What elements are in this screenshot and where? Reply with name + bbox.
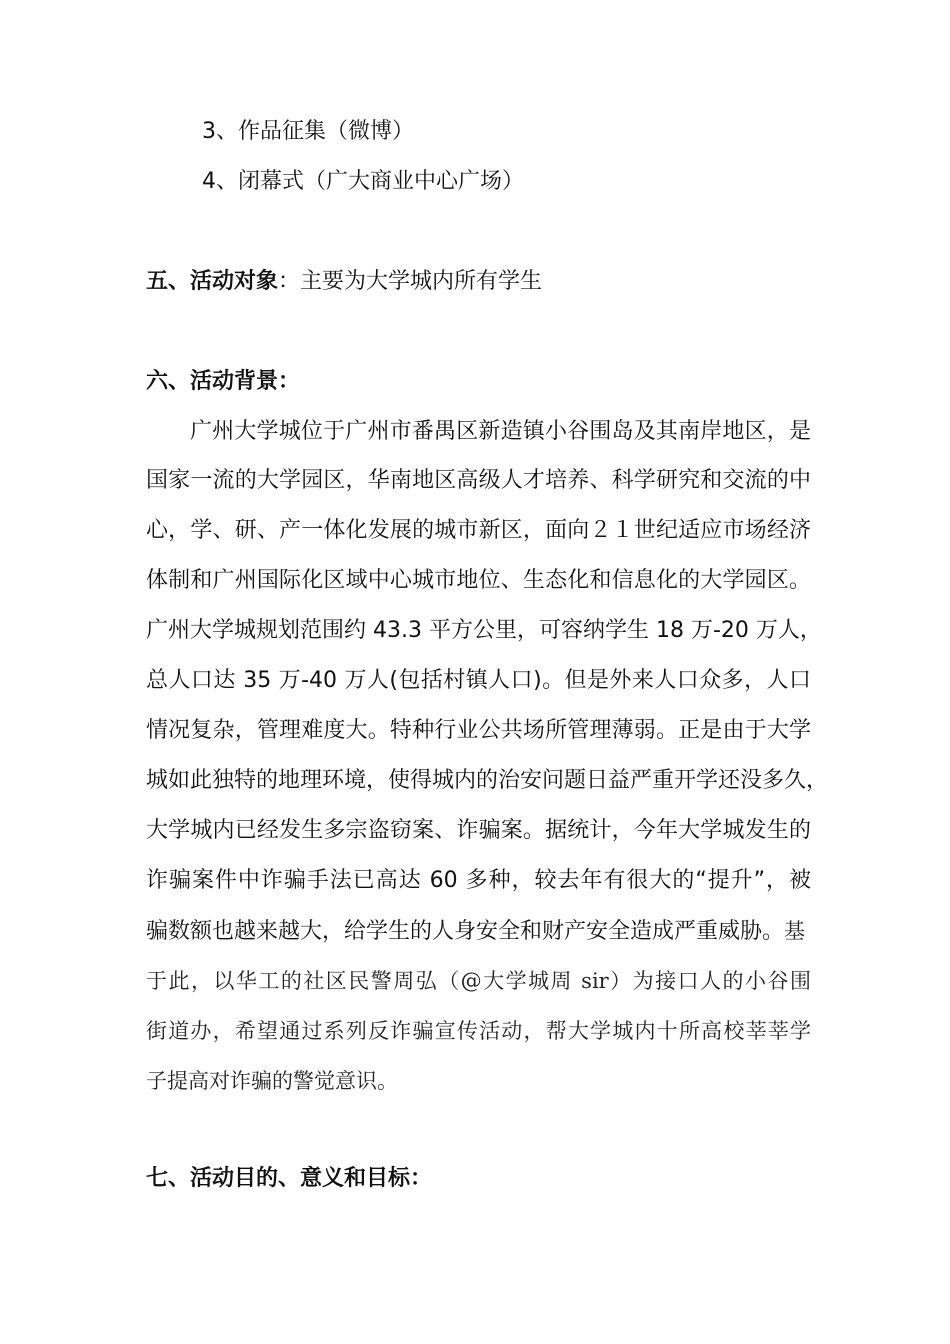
paragraph-line: 子提高对诈骗的警觉意识。 xyxy=(146,1069,398,1093)
section-6-heading: 六、活动背景： xyxy=(146,369,301,394)
list-item-closing-ceremony: 4、闭幕式（广大商业中心广场） xyxy=(202,169,524,194)
paragraph-line-sans-part: 骗数额也越来越大，给学生的人身安全和财产安全造成严重威胁。 xyxy=(146,919,785,944)
section-5-text: ：主要为大学城内所有学生 xyxy=(278,269,543,294)
section-5-heading: 五、活动对象 xyxy=(146,269,279,294)
section-7-heading: 七、活动目的、意义和目标： xyxy=(146,1166,433,1191)
paragraph-line-mixed xyxy=(146,916,811,947)
paragraph-line: 大学城内已经发生多宗盗窃案、诈骗案。据统计，今年大学城发生的 xyxy=(146,818,811,843)
paragraph-line: 街道办，希望通过系列反诈骗宣传活动，帮大学城内十所高校莘莘学 xyxy=(146,1019,811,1043)
paragraph-line: 心，学、研、产一体化发展的城市新区，面向２１世纪适应市场经济 xyxy=(146,518,811,543)
list-item-works-collection: 3、作品征集（微博） xyxy=(202,119,414,144)
paragraph-line: 城如此独特的地理环境，使得城内的治安问题日益严重开学还没多久， xyxy=(146,768,829,793)
paragraph-line: 广州大学城规划范围约 43.3 平方公里，可容纳学生 18 万-20 万人， xyxy=(146,618,822,643)
paragraph-line: 诈骗案件中诈骗手法已高达 60 多种，较去年有很大的“提升”，被 xyxy=(146,868,811,893)
paragraph-line: 总人口达 35 万-40 万人(包括村镇人口)。但是外来人口众多，人口 xyxy=(146,668,811,693)
paragraph-line: 体制和广州国际化区域中心城市地位、生态化和信息化的大学园区。 xyxy=(146,568,811,593)
paragraph-line: 于此，以华工的社区民警周弘（@大学城周 sir）为接口人的小谷围 xyxy=(146,969,811,993)
section-5-line xyxy=(146,267,542,297)
paragraph-line: 情况复杂，管理难度大。特种行业公共场所管理薄弱。正是由于大学 xyxy=(146,718,811,743)
paragraph-line: 国家一流的大学园区，华南地区高级人才培养、科学研究和交流的中 xyxy=(146,468,811,493)
paragraph-line-serif-part: 基 xyxy=(784,919,806,943)
paragraph-line: 广州大学城位于广州市番禺区新造镇小谷围岛及其南岸地区，是 xyxy=(190,419,811,444)
